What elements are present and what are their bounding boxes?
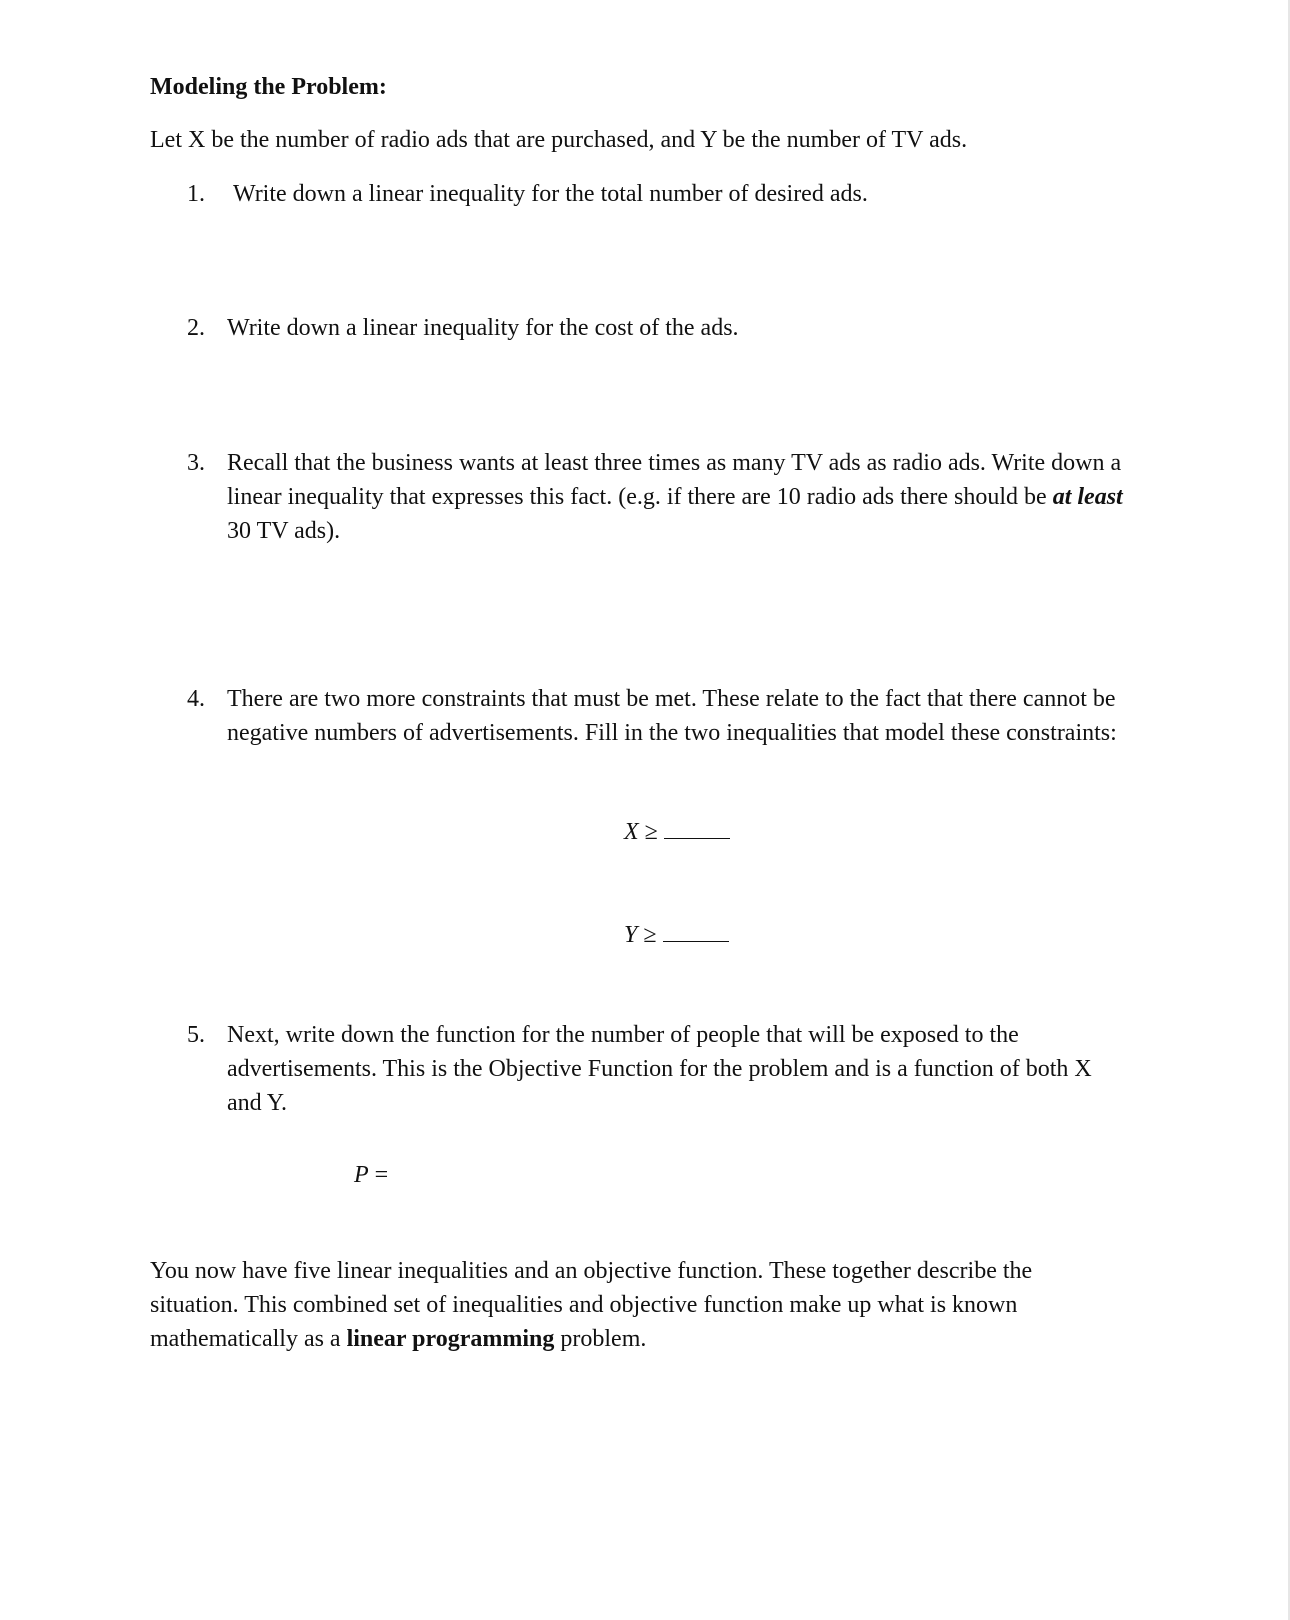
inequality-y (624, 918, 729, 952)
question-5 (187, 1018, 1127, 1120)
question-text: Write down a linear inequality for the cost of the ads. (227, 315, 739, 341)
question-text: Write down a linear inequality for the total number of desired ads. (233, 181, 868, 207)
bold-term: linear programming (346, 1326, 555, 1352)
variable-y: Y (624, 922, 638, 948)
question-3 (187, 446, 1127, 548)
question-2 (187, 311, 1127, 345)
answer-blank-y[interactable] (663, 923, 729, 942)
relation-symbol: = (374, 1162, 389, 1188)
section-heading: Modeling the Problem: (150, 74, 387, 100)
question-1 (187, 177, 1127, 211)
question-4 (187, 682, 1127, 750)
question-text (227, 446, 1127, 548)
inequality-x (624, 815, 730, 849)
answer-blank-x[interactable] (664, 820, 730, 839)
variable-p: P (354, 1162, 369, 1188)
question-number: 2. (187, 315, 205, 341)
closing-text-part: problem. (554, 1326, 647, 1352)
intro-paragraph: Let X be the number of radio ads that are purchased, and Y be the number of TV ads. (150, 127, 968, 153)
question-text-part: Recall that the business wants at least three times as many TV ads as radio ads. Write down a linear inequality that expresses this fact. (e.g. if there are 10 radio ads there should be (227, 450, 1122, 510)
question-number: 3. (187, 450, 205, 476)
relation-symbol: ≥ (643, 922, 657, 948)
question-number: 5. (187, 1022, 205, 1048)
closing-text-part: You now have five linear inequalities and an objective function. These together describe the situation. This combined set of inequalities and objective function make up what is known mathematically as a (150, 1258, 1033, 1352)
question-number: 1. (187, 181, 205, 207)
question-text: There are two more constraints that must be met. These relate to the fact that there cannot be negative numbers of advertisements. Fill in the two inequalities that model these constraints: (227, 686, 1117, 746)
question-number: 4. (187, 686, 205, 712)
relation-symbol: ≥ (644, 819, 658, 845)
closing-paragraph (150, 1254, 1110, 1356)
question-text: Next, write down the function for the number of people that will be exposed to the advertisements. This is the Objective Function for the problem and is a function of both X and Y. (227, 1022, 1092, 1116)
objective-function (354, 1158, 388, 1192)
variable-x: X (624, 819, 639, 845)
emphasis-text: at least (1052, 484, 1123, 510)
question-text-part: 30 TV ads). (227, 518, 341, 544)
